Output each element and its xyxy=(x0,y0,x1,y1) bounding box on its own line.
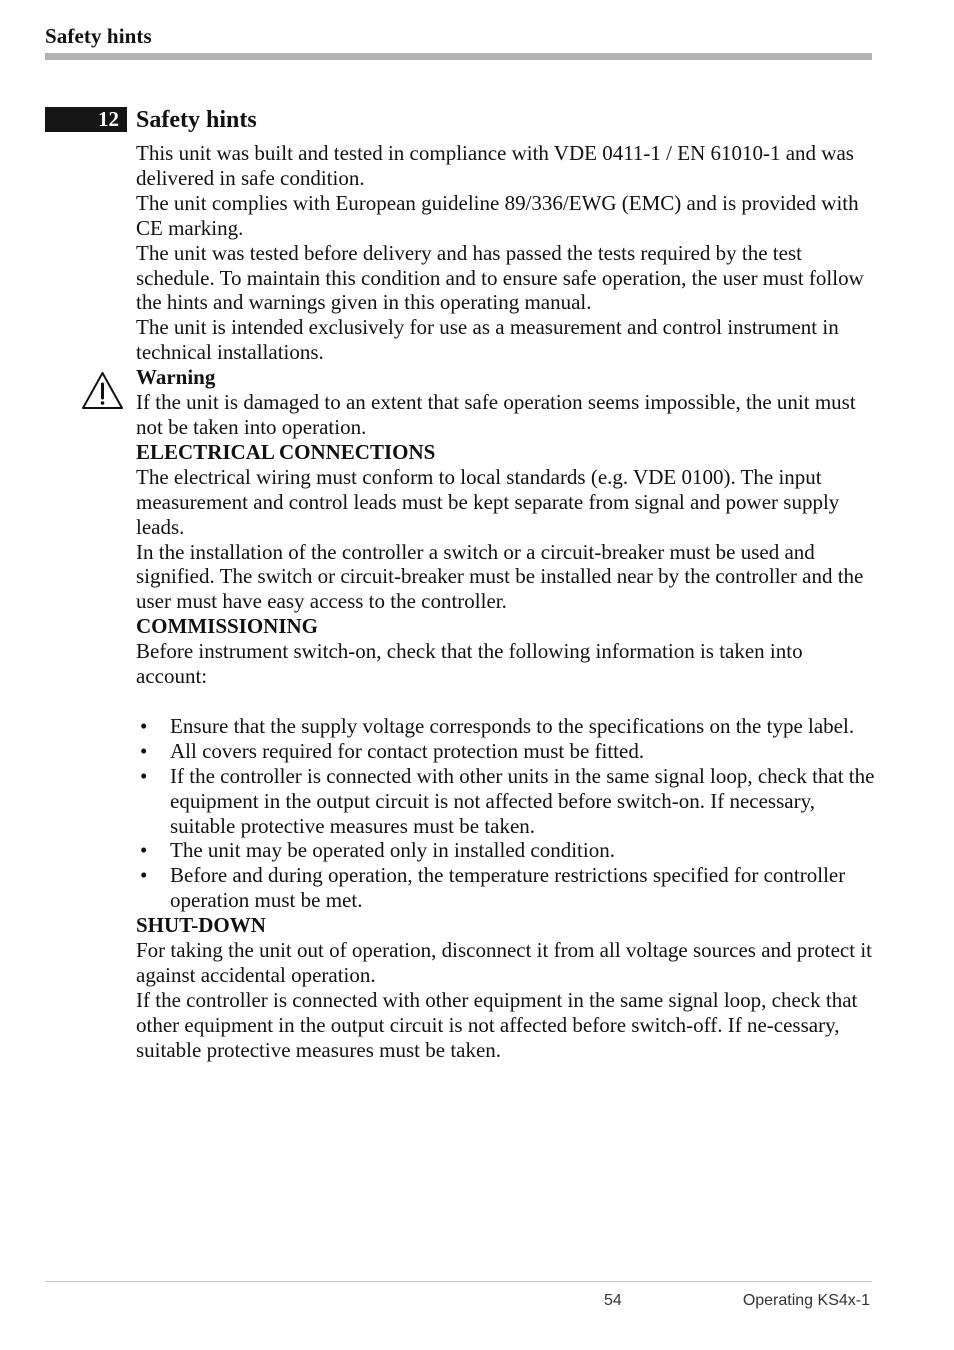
list-item-text: Ensure that the supply voltage corresponds to the specifications on the type label. xyxy=(170,713,855,738)
warning-title: Warning xyxy=(136,365,216,390)
list-item xyxy=(136,714,876,739)
intro-paragraph: The unit was tested before delivery and has passed the tests required by the test schedule. To maintain this condition and to ensure safe operation, the user must follow the hints and warnings given in this operating manual. xyxy=(136,240,864,315)
list-item xyxy=(136,838,876,863)
electrical-paragraph: The electrical wiring must conform to local standards (e.g. VDE 0100). The input measurement and control leads must be kept separate from signal and power supply leads. xyxy=(136,464,840,539)
intro-paragraph: This unit was built and tested in compliance with VDE 0411-1 / EN 61010-1 and was delivered in safe condition. xyxy=(136,141,854,190)
bullet-icon: • xyxy=(140,713,148,738)
intro-paragraph: The unit complies with European guideline 89/336/EWG (EMC) and is provided with CE marking. xyxy=(136,190,859,240)
list-item xyxy=(136,764,876,839)
commissioning-bullet-list xyxy=(136,714,876,913)
commissioning-heading: COMMISSIONING xyxy=(136,614,319,639)
list-item-text: If the controller is connected with other units in the same signal loop, check that the equipment in the output circuit is not affected before switch-on. If necessary, suitable protective measures must be taken. xyxy=(170,763,875,838)
commissioning-intro: Before instrument switch-on, check that the following information is taken into account: xyxy=(136,639,803,689)
bullet-icon: • xyxy=(140,863,148,888)
list-item-text: Before and during operation, the temperature restrictions specified for controller operation must be met. xyxy=(170,863,846,913)
footer-rule xyxy=(45,1281,872,1282)
list-item-text: The unit may be operated only in installed condition. xyxy=(170,838,615,863)
main-content xyxy=(136,141,876,1063)
list-item xyxy=(136,739,876,764)
chapter-title: Safety hints xyxy=(136,107,257,133)
header-rule xyxy=(45,53,872,60)
warning-text: If the unit is damaged to an extent that safe operation seems impossible, the unit must not be taken into operation. xyxy=(136,390,856,439)
shut-down-paragraph: If the controller is connected with other equipment in the same signal loop, check that other equipment in the output circuit is not affected before switch-off. If ne-cessary, suitable protective measures must be taken. xyxy=(136,987,858,1062)
document-title: Operating KS4x-1 xyxy=(742,1292,870,1309)
bullet-icon: • xyxy=(140,763,148,788)
bullet-icon: • xyxy=(140,738,148,763)
list-item-text: All covers required for contact protection must be fitted. xyxy=(170,738,645,763)
list-item xyxy=(136,863,876,913)
electrical-connections-heading: ELECTRICAL CONNECTIONS xyxy=(136,439,436,464)
bullet-icon: • xyxy=(140,838,148,863)
shut-down-heading: SHUT-DOWN xyxy=(136,913,266,938)
running-header-title: Safety hints xyxy=(45,24,152,48)
warning-triangle-icon xyxy=(81,371,124,410)
chapter-number: 12 xyxy=(45,107,127,132)
intro-paragraph: The unit is intended exclusively for use as a measurement and control instrument in technical installations. xyxy=(136,315,839,365)
page-number: 54 xyxy=(604,1292,622,1309)
electrical-paragraph: In the installation of the controller a switch or a circuit-breaker must be used and signified. The switch or circuit-breaker must be installed near by the controller and the user must have easy access to the controller. xyxy=(136,539,864,614)
shut-down-paragraph: For taking the unit out of operation, disconnect it from all voltage sources and protect it against accidental operation. xyxy=(136,938,872,987)
